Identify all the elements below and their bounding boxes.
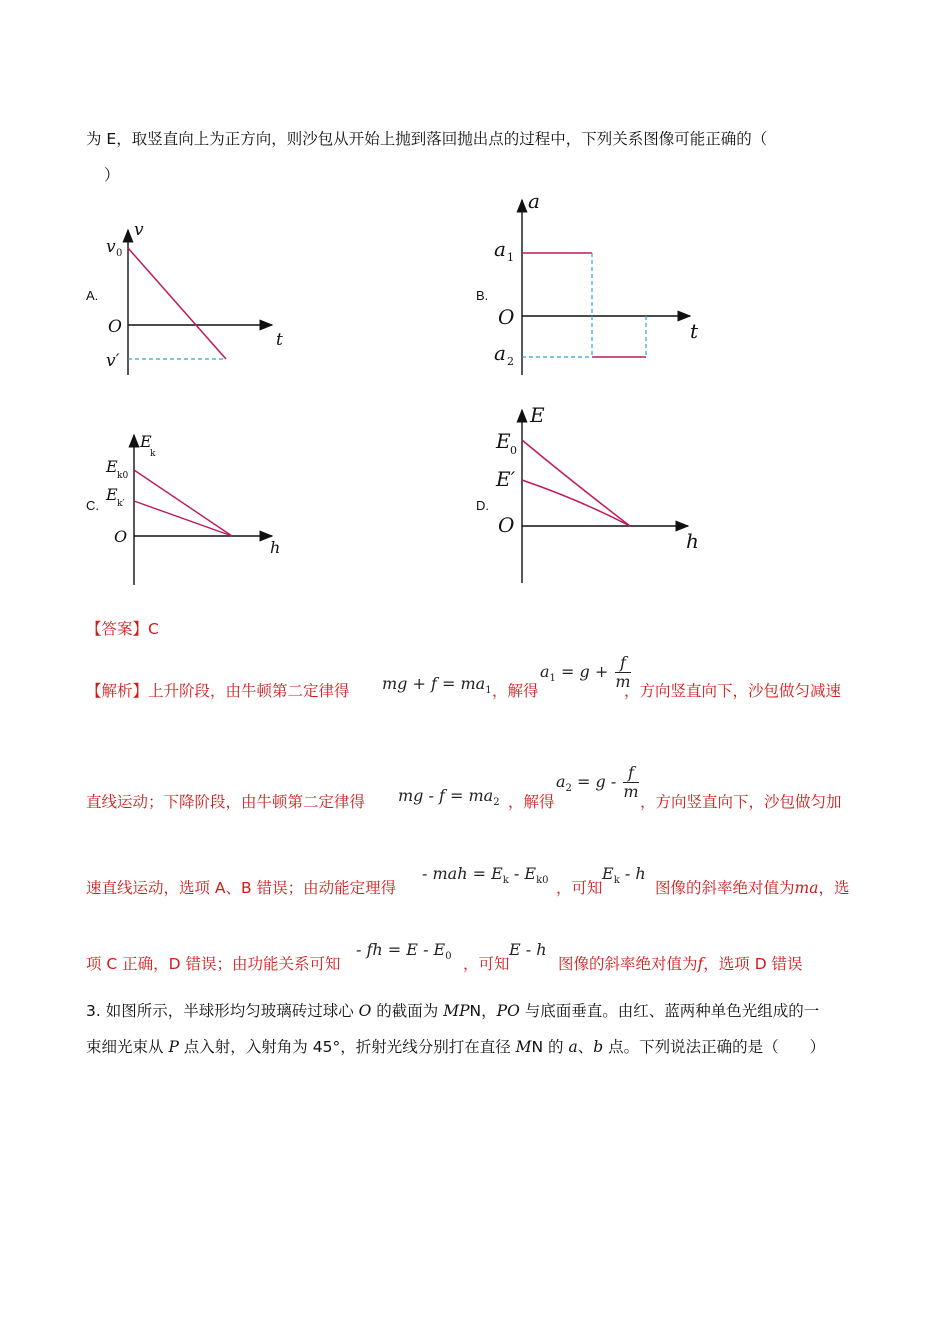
q3-text: ，: [481, 1002, 497, 1020]
q3-text: 束细光束从: [86, 1038, 169, 1056]
eq3-text: mg - f = ma: [398, 786, 494, 805]
analysis-f: f: [697, 955, 704, 973]
analysis-text: ，方向竖直向下，沙包做匀减速: [624, 682, 842, 700]
ekp-subscript: k′: [117, 499, 125, 509]
eprime-curve: [522, 480, 630, 526]
origin-label: O: [114, 527, 128, 546]
t-axis-label: t: [276, 330, 283, 350]
ekp-label: E: [106, 485, 118, 504]
eq5-text-b: - E: [508, 864, 537, 883]
a-axis-label: a: [528, 190, 540, 213]
analysis-ma: ma: [794, 879, 819, 897]
q3-m: M: [515, 1038, 532, 1056]
question-line-1: [86, 128, 767, 150]
option-a-graph: [100, 210, 290, 380]
eq6-text-b: - h: [619, 864, 646, 883]
analysis-text: 图像的斜率绝对值为: [655, 879, 795, 897]
answer-tag: 【答案】: [86, 620, 149, 638]
h-axis-label: h: [270, 538, 281, 557]
eprime-label: E′: [496, 467, 516, 491]
analysis-line-3: 速直线运动，选项 A、B 错误；由动能定理得: [86, 879, 397, 897]
t-axis-label: t: [690, 319, 699, 343]
eq4-fraction: [623, 764, 638, 801]
q3-po: PO: [496, 1002, 520, 1020]
equation-3: [398, 786, 500, 808]
analysis-text: ，选项 D 错误: [703, 955, 803, 973]
origin-label: O: [108, 317, 122, 337]
eq6-sub: k: [613, 875, 620, 886]
origin-label: O: [498, 305, 515, 329]
eq2-mid: = g +: [555, 662, 614, 681]
q3-o: O: [358, 1002, 372, 1020]
eq4-sub: 2: [565, 783, 572, 794]
q3-text: 点入射，入射角为 45°，折射光线分别打在直径: [178, 1038, 516, 1056]
eq2-denominator: m: [615, 672, 631, 691]
eq4-numerator: f: [623, 764, 638, 783]
option-d-label: D.: [476, 498, 489, 513]
eq4-lhs: a: [556, 772, 566, 791]
a1-label: a: [494, 237, 506, 261]
v0-subscript: 0: [116, 248, 123, 259]
q3-line-2: [86, 1036, 825, 1058]
ek-axis-subscript: k: [150, 449, 156, 459]
equation-8: E - h: [509, 940, 547, 959]
option-c-label: C.: [86, 498, 99, 513]
equation-7: [356, 940, 452, 962]
vprime-label: v′: [106, 351, 120, 371]
ekp-line: [134, 501, 232, 536]
a2-subscript: 2: [507, 355, 514, 368]
eq2-lhs: a: [540, 662, 550, 681]
eq2-sub: 1: [549, 673, 556, 684]
analysis-text: ，可知: [556, 879, 603, 897]
analysis-text: ，解得: [492, 682, 539, 700]
option-d-graph: [490, 400, 710, 590]
ek0-label: E: [106, 457, 118, 476]
eq7-text: - fh = E - E: [356, 940, 446, 959]
e-axis-label: E: [530, 403, 545, 427]
q3-text: 与底面垂直。由红、蓝两种单色光组成的一: [519, 1002, 820, 1020]
equation-4: [556, 764, 641, 801]
question-line-2: ）: [104, 166, 120, 184]
h-axis-label: h: [686, 529, 699, 553]
q3-text: 的截面为: [371, 1002, 444, 1020]
analysis-text: ，选: [818, 879, 850, 897]
option-b-label: B.: [476, 288, 489, 303]
equation-2: [540, 654, 633, 691]
e0-label: E: [496, 429, 511, 453]
q3-p: P: [168, 1038, 179, 1056]
analysis-line-4-b: [558, 953, 803, 975]
e0-curve: [522, 440, 630, 526]
v0-label: v: [106, 237, 116, 257]
analysis-tag: 【解析】: [86, 682, 149, 700]
q3-text: 、: [577, 1038, 594, 1056]
analysis-text: 上升阶段，由牛顿第二定律得: [148, 682, 350, 700]
q3-b: b: [593, 1038, 604, 1056]
answer-line: [86, 618, 159, 640]
analysis-line-1: [86, 680, 350, 702]
origin-label: O: [498, 513, 515, 537]
eq4-mid: = g -: [571, 772, 622, 791]
q3-mp: MP: [443, 1002, 470, 1020]
option-a-label: A.: [86, 288, 99, 303]
eq3-sub: 2: [493, 797, 500, 808]
e0-subscript: 0: [510, 444, 517, 457]
v-axis-label: v: [134, 220, 144, 240]
analysis-line-3-b: [655, 877, 849, 899]
q3-line-1: [86, 1000, 819, 1022]
analysis-text: 图像的斜率绝对值为: [558, 955, 698, 973]
ek0-subscript: k0: [117, 471, 129, 481]
q3-n: N: [469, 1002, 482, 1020]
eq4-denominator: m: [623, 782, 639, 801]
eq1-text: mg + f = ma: [382, 674, 486, 693]
eq2-numerator: f: [615, 654, 630, 673]
a2-label: a: [494, 341, 506, 365]
eq5-sub-2: k0: [536, 875, 549, 886]
analysis-line-2: 直线运动；下降阶段，由牛顿第二定律得: [86, 793, 366, 811]
q3-text: 3. 如图所示，半球形均匀玻璃砖过球心: [86, 1002, 359, 1020]
a1-subscript: 1: [507, 251, 514, 264]
question-text: 为 E，取竖直向上为正方向，则沙包从开始上抛到落回抛出点的过程中，下列关系图像可能正确的（: [86, 130, 768, 148]
analysis-text: ，可知: [463, 955, 510, 973]
eq6-text: E: [602, 864, 614, 883]
analysis-text: ，解得: [508, 793, 555, 811]
answer-value: C: [148, 620, 159, 638]
analysis-text: ，方向竖直向下，沙包做匀加: [640, 793, 842, 811]
equation-6: [602, 864, 646, 886]
equation-1: [382, 674, 492, 696]
eq5-text: - mah = E: [422, 864, 503, 883]
ek-axis-label: E: [140, 432, 152, 451]
option-c-graph: [100, 425, 290, 590]
eq1-sub: 1: [485, 685, 492, 696]
eq5-sub-1: k: [502, 875, 509, 886]
analysis-line-4: 项 C 正确，D 错误；由功能关系可知: [86, 955, 341, 973]
option-b-graph: [490, 190, 710, 380]
q3-text: 点。下列说法正确的是（ ）: [603, 1038, 826, 1056]
q3-a: a: [568, 1038, 578, 1056]
equation-5: [422, 864, 549, 886]
q3-text: N 的: [531, 1038, 569, 1056]
ek0-line: [134, 470, 232, 536]
eq7-sub: 0: [445, 951, 452, 962]
velocity-line: [128, 248, 226, 359]
